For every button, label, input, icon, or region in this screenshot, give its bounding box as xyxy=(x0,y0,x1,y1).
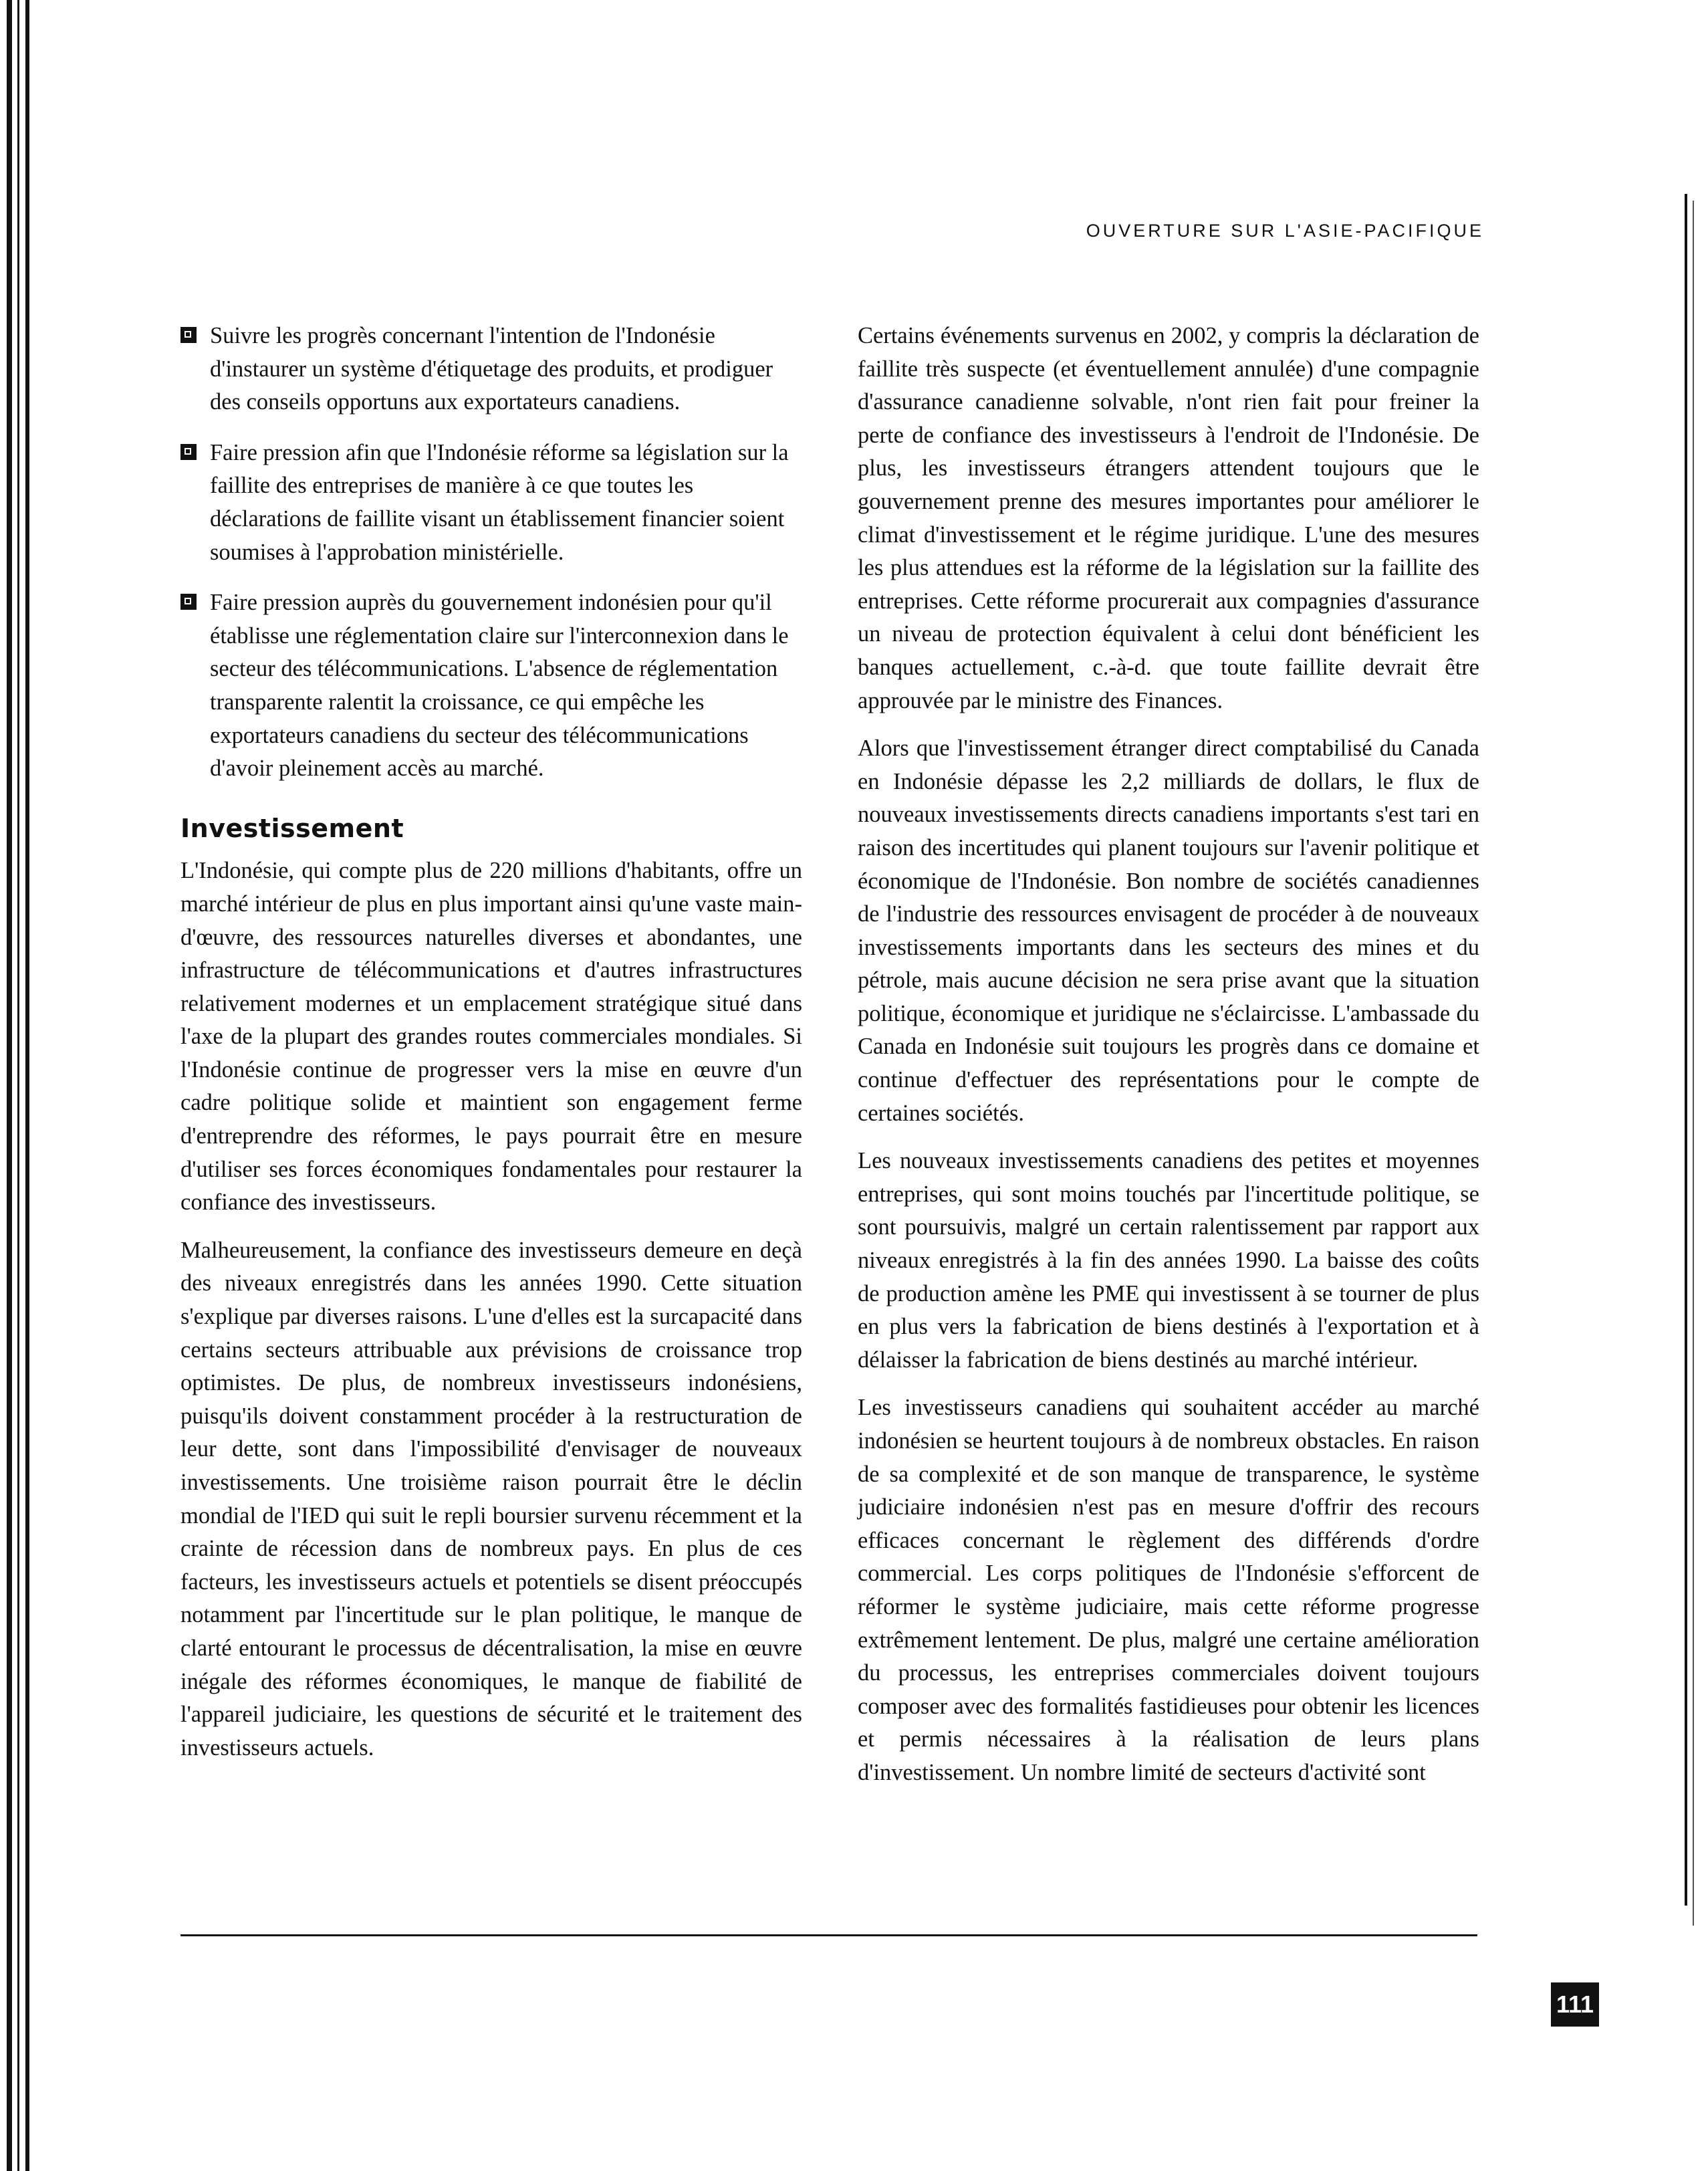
footer-rule xyxy=(180,1934,1477,1936)
scan-border-left-inner xyxy=(17,0,19,2171)
scan-border-left xyxy=(7,0,12,2171)
bullet-list xyxy=(180,320,802,786)
section-heading: Investissement xyxy=(180,813,404,843)
scan-border-left-inner-2 xyxy=(25,0,29,2171)
bullet-item xyxy=(180,320,802,419)
square-bullet-icon xyxy=(180,444,197,460)
paragraph: Les investisseurs canadiens qui souhaitent accéder au marché indonésien se heurtent toujours à de nombreux obstacles. En raison de sa complexité et de son manque de transparence, le système judiciaire indonésien n'est pas en mesure d'offrir des recours efficaces concernant le règlement des différends d'ordre commercial. Les corps politiques de l'Indonésie s'efforcent de réformer le système judiciaire, mais cette réforme progresse extrêmement lentement. De plus, malgré une certaine amélioration du processus, les entreprises commerciales doivent toujours composer avec des formalités fastidieuses pour obtenir les licences et permis nécessaires à la réalisation de leurs plans d'investissement. Un nombre limité de secteurs d'activité sont xyxy=(858,1395,1479,1785)
paragraph: Certains événements survenus en 2002, y compris la déclaration de faillite très suspecte (et éventuellement annulée) d'une compagnie d'assurance canadienne solvable, n'ont rien fait pour freiner la perte de confiance des investisseurs à l'endroit de l'Indonésie. De plus, les investisseurs étrangers attendent toujours que le gouvernement prenne des mesures importantes pour améliorer le climat d'investissement et le régime juridique. L'une des mesures les plus attendues est la réforme de la législation sur la faillite des entreprises. Cette réforme procurerait aux compagnies d'assurance un niveau de protection équivalent à celui dont bénéficient les banques actuellement, c.-à-d. que toute faillite devrait être approuvée par le ministre des Finances. xyxy=(858,323,1479,713)
paragraph: Malheureusement, la confiance des investisseurs demeure en deçà des niveaux enregistrés dans les années 1990. Cette situation s'explique par diverses raisons. L'une d'elles est la surcapacité dans certains secteurs attribuable aux prévisions de croissance trop optimistes. De plus, de nombreux investisseurs indonésiens, puisqu'ils doivent constamment procéder à la restructuration de leur dette, sont dans l'impossibilité d'envisager de nouveaux investissements. Une troisième raison pourrait être le déclin mondial de l'IED qui suit le repli boursier survenu récemment et la crainte de récession dans de nombreux pays. En plus de ces facteurs, les investisseurs actuels et potentiels se disent préoccupés notamment par l'incertitude sur le plan politique, le manque de clarté entourant le processus de décentralisation, la mise en œuvre inégale des réformes économiques, le manque de fiabilité de l'appareil judiciaire, les questions de sécurité et le traitement des investisseurs actuels. xyxy=(180,1237,802,1760)
square-bullet-icon xyxy=(180,327,197,343)
scan-border-right-inner xyxy=(1693,201,1694,1926)
page-number: 111 xyxy=(1551,1982,1599,2027)
bullet-item xyxy=(180,586,802,786)
scan-border-right xyxy=(1685,194,1687,1906)
right-column xyxy=(858,320,1479,1805)
bullet-item xyxy=(180,437,802,569)
bullet-text: Suivre les progrès concernant l'intention de l'Indonésie d'instaurer un système d'étiquetage des produits, et prodiguer des conseils opportuns aux exportateurs canadiens. xyxy=(210,323,773,415)
left-column xyxy=(180,320,802,1779)
running-head: OUVERTURE SUR L'ASIE-PACIFIQUE xyxy=(1086,221,1484,241)
bullet-text: Faire pression auprès du gouvernement indonésien pour qu'il établisse une réglementation claire sur l'interconnexion dans le secteur des télécommunications. L'absence de réglementation transparente ralentit la croissance, ce qui empêche les exportateurs canadiens du secteur des télécommunications d'avoir pleinement accès au marché. xyxy=(210,590,789,782)
paragraph: Alors que l'investissement étranger direct comptabilisé du Canada en Indonésie dépasse les 2,2 milliards de dollars, le flux de nouveaux investissements directs canadiens importants s'est tari en raison des incertitudes qui planent toujours sur l'avenir politique et économique de l'Indonésie. Bon nombre de sociétés canadiennes de l'industrie des ressources envisagent de procéder à de nouveaux investissements importants dans les secteurs des mines et du pétrole, mais aucune décision ne sera prise avant que la situation politique, économique et juridique ne s'éclaircisse. L'ambassade du Canada en Indonésie suit toujours les progrès dans ce domaine et continue d'effectuer des représentations pour le compte de certaines sociétés. xyxy=(858,735,1479,1126)
square-bullet-icon xyxy=(180,594,197,610)
paragraph: L'Indonésie, qui compte plus de 220 millions d'habitants, offre un marché intérieur de plus en plus important ainsi qu'une vaste main-d'œuvre, des ressources naturelles diverses et abondantes, une infrastructure de télécommunications et d'autres infrastructures relativement modernes et un emplacement stratégique situé dans l'axe de la plupart des grandes routes commerciales mondiales. Si l'Indonésie continue de progresser vers la mise en œuvre d'un cadre politique solide et maintient son engagement ferme d'entreprendre des réformes, le pays pourrait être en mesure d'utiliser ses forces économiques fondamentales pour restaurer la confiance des investisseurs. xyxy=(180,858,802,1216)
bullet-text: Faire pression afin que l'Indonésie réforme sa législation sur la faillite des entreprises de manière à ce que toutes les déclarations de faillite visant un établissement financier soient soumises à l'approbation ministérielle. xyxy=(210,439,789,565)
paragraph: Les nouveaux investissements canadiens des petites et moyennes entreprises, qui sont moins touchés par l'incertitude politique, se sont poursuivis, malgré un certain ralentissement par rapport aux niveaux enregistrés à la fin des années 1990. La baisse des coûts de production amène les PME qui investissent à se tourner de plus en plus vers la fabrication de biens destinés à l'exportation et à délaisser la fabrication de biens destinés au marché intérieur. xyxy=(858,1148,1479,1373)
